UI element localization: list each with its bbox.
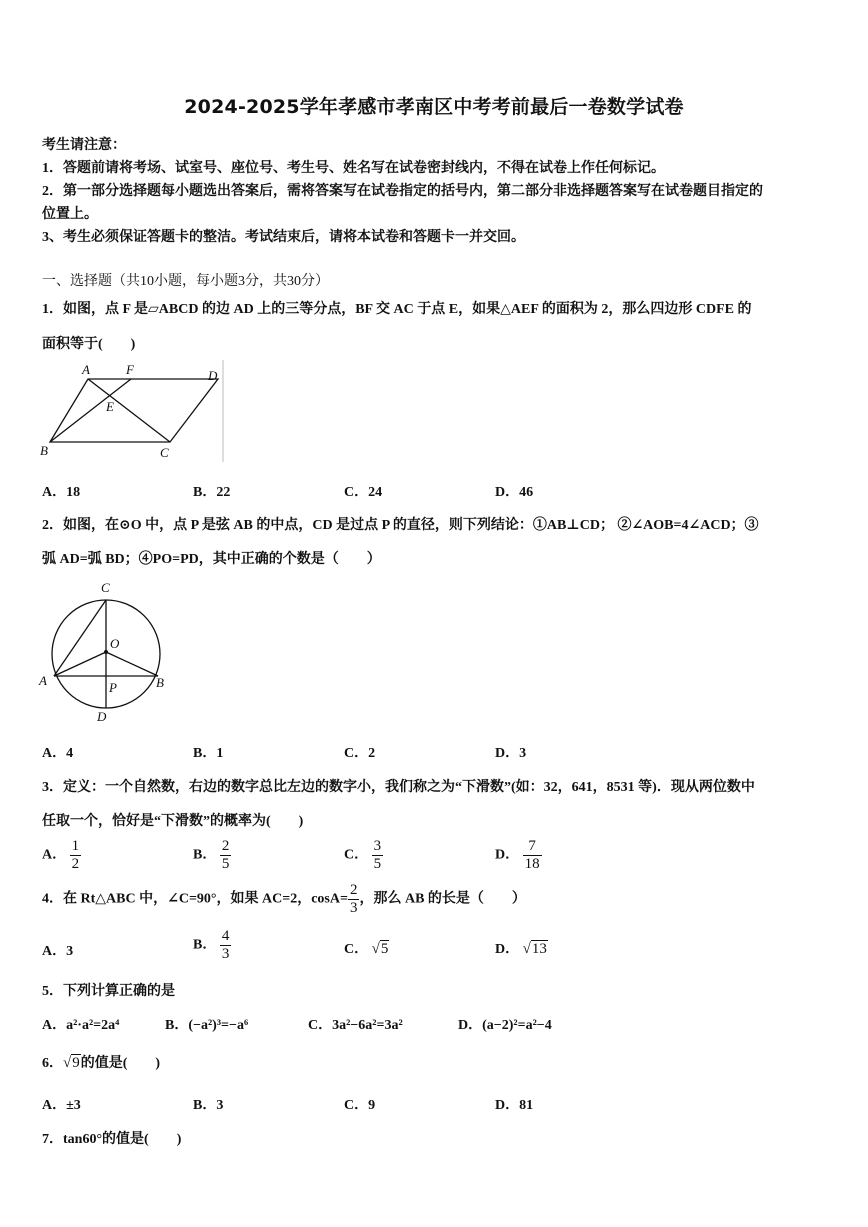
q1-option-b[interactable]: B．22 (193, 485, 231, 500)
q4-option-b-fraction: $\frac{4}{3}$ (221, 928, 230, 962)
notice-item-1: 1．答题前请将考场、试室号、座位号、考生号、姓名写在试卷密封线内，不得在试卷上作任何标记。 (42, 161, 665, 176)
q3-option-c-fraction: $\frac{3}{5}$ (373, 838, 382, 872)
q2-circle-figure (36, 576, 176, 726)
q2-option-a[interactable]: A．4 (42, 746, 74, 761)
section-heading: 一、选择题（共10小题，每小题3分，共30分） (42, 274, 329, 289)
q4-option-d[interactable] (495, 938, 548, 958)
q2-label-d: D (97, 709, 107, 724)
q2-option-c[interactable]: C．2 (344, 746, 376, 761)
q3-option-a-label: A． (42, 847, 67, 863)
q1-option-a[interactable]: A．18 (42, 485, 81, 500)
q5-stem: 5．下列计算正确的是 (42, 984, 175, 999)
q4-stem (42, 882, 526, 917)
q3-option-b-fraction: $\frac{2}{5}$ (221, 838, 230, 872)
q4-option-b-label: B． (193, 937, 217, 953)
q3-option-c-label: C． (344, 847, 369, 863)
q2-label-a: A (39, 673, 47, 688)
q1-stem-line1: 1．如图，点 F 是▱ABCD 的边 AD 上的三等分点，BF 交 AC 于点 E，如果△AEF 的面积为 2，那么四边形 CDFE 的 (42, 302, 752, 317)
q4-option-b[interactable] (193, 928, 231, 963)
q4-option-c-sqrt: √5 (371, 941, 389, 957)
q3-option-b[interactable] (193, 838, 231, 873)
q2-option-b[interactable]: B．1 (193, 746, 224, 761)
q4-stem-before: 4．在 Rt△ABC 中，∠C=90°，如果 AC=2，cosA= (42, 891, 348, 907)
q4-option-a[interactable]: A．3 (42, 944, 74, 959)
q1-label-c: C (160, 445, 169, 460)
q4-option-d-label: D． (495, 942, 520, 957)
q4-option-c-label: C． (344, 942, 369, 957)
q5-option-b[interactable]: B．(−a²)³=−a⁶ (165, 1018, 249, 1033)
q2-stem-line1: 2．如图，在⊙O 中，点 P 是弦 AB 的中点，CD 是过点 P 的直径，则下列结论：①AB⊥CD； ②∠AOB=4∠ACD；③ (42, 518, 759, 533)
q2-label-c: C (101, 580, 110, 595)
q1-label-d: D (208, 368, 218, 383)
notice-item-2-cont: 位置上。 (42, 207, 98, 222)
q6-stem-after: 的值是( ) (80, 1056, 161, 1071)
q4-stem-after: ，那么 AB 的长是（ ） (359, 891, 526, 907)
q3-stem-line2: 任取一个，恰好是“下滑数”的概率为( ) (42, 814, 304, 829)
q1-option-c[interactable]: C．24 (344, 485, 383, 500)
q4-cos-fraction: $\frac{2}{3}$ (349, 882, 358, 916)
q6-sqrt: √9 (63, 1055, 80, 1071)
q5-option-c[interactable]: C．3a²−6a²=3a² (308, 1018, 403, 1033)
q2-label-p: P (109, 680, 117, 695)
q6-number: 6． (42, 1056, 63, 1071)
page-title: 2024-2025学年孝感市孝南区中考考前最后一卷数学试卷 (184, 96, 684, 118)
q6-stem (42, 1052, 160, 1072)
q3-option-c[interactable] (344, 838, 383, 873)
q1-label-f: F (126, 362, 134, 377)
notice-item-3: 3、考生必须保证答题卡的整洁。考试结束后，请将本试卷和答题卡一并交回。 (42, 230, 525, 245)
q2-label-o: O (110, 636, 120, 651)
q3-option-a-fraction: $\frac{1}{2}$ (71, 838, 80, 872)
q7-stem: 7．tan60°的值是( ) (42, 1132, 182, 1147)
q1-label-a: A (82, 362, 90, 377)
q4-option-d-sqrt: √13 (522, 941, 547, 957)
q5-option-a[interactable]: A．a²·a²=2a⁴ (42, 1018, 120, 1033)
q6-option-b[interactable]: B．3 (193, 1098, 224, 1113)
q1-option-d[interactable]: D．46 (495, 485, 534, 500)
q3-option-d-fraction: $\frac{7}{18}$ (524, 838, 540, 872)
q3-option-d[interactable] (495, 838, 542, 873)
q6-option-c[interactable]: C．9 (344, 1098, 376, 1113)
q1-label-b: B (40, 443, 48, 458)
q1-stem-line2: 面积等于( ) (42, 337, 136, 352)
q1-label-e: E (106, 399, 114, 414)
q6-option-d[interactable]: D．81 (495, 1098, 534, 1113)
q4-option-c[interactable] (344, 938, 389, 958)
q2-label-b: B (156, 675, 164, 690)
q3-option-b-label: B． (193, 847, 217, 863)
q3-option-d-label: D． (495, 847, 520, 863)
notice-item-2: 2．第一部分选择题每小题选出答案后，需将答案写在试卷指定的括号内，第二部分非选择题答案写在试卷题目指定的 (42, 184, 763, 199)
q2-option-d[interactable]: D．3 (495, 746, 527, 761)
q2-stem-line2: 弧 AD=弧 BD；④PO=PD，其中正确的个数是（ ） (42, 552, 381, 567)
q3-option-a[interactable] (42, 838, 81, 873)
q5-option-d[interactable]: D．(a−2)²=a²−4 (458, 1018, 552, 1033)
q3-stem-line1: 3．定义：一个自然数，右边的数字总比左边的数字小，我们称之为“下滑数”(如：32，641，8531 等)．现从两位数中 (42, 780, 755, 795)
notice-heading: 考生请注意： (42, 138, 126, 153)
q1-parallelogram-figure (40, 360, 230, 464)
q6-option-a[interactable]: A．±3 (42, 1098, 81, 1113)
